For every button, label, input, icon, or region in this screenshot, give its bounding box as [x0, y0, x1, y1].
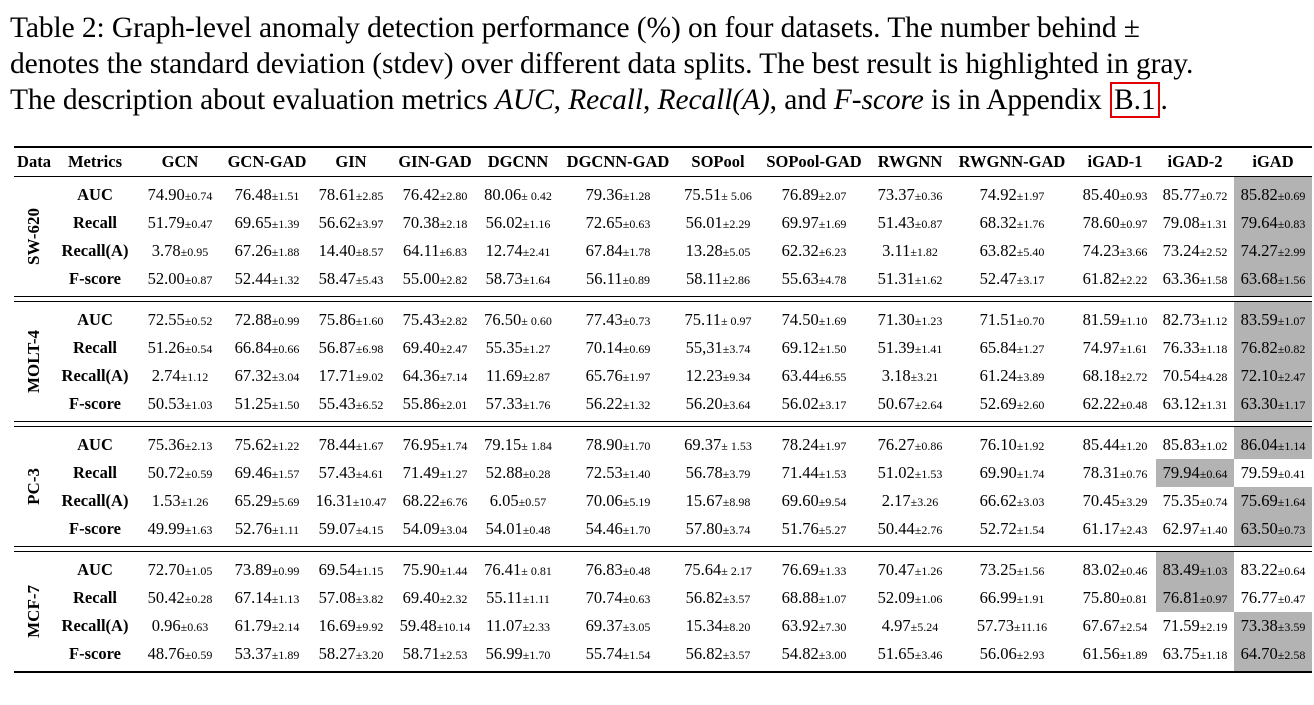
score-cell: 61.24±3.89	[979, 366, 1045, 385]
table-caption	[10, 10, 1308, 118]
score-cell: 64.36±7.14	[402, 366, 468, 385]
score-cell: 78.61±2.85	[318, 185, 384, 204]
score-cell: 66.99±1.91	[979, 588, 1045, 607]
score-cell: 50.67±2.64	[877, 394, 943, 413]
score-cell: 62.32±6.23	[781, 241, 847, 260]
caption-text: ,	[553, 84, 569, 116]
metric-label: Recall	[73, 463, 117, 482]
score-cell: 11.69±2.87	[485, 366, 551, 385]
score-cell: 70.74±0.63	[585, 588, 651, 607]
score-cell: 75.36±2.13	[147, 435, 213, 454]
score-cell: 3.18±3.21	[881, 366, 939, 385]
score-cell: 57.08±3.82	[318, 588, 384, 607]
column-header: iGAD-2	[1156, 147, 1234, 177]
score-cell: 76.77±0.47	[1240, 588, 1306, 607]
score-cell: 65.76±1.97	[585, 366, 651, 385]
score-cell: 75.35±0.74	[1162, 491, 1228, 510]
score-cell: 63.44±6.55	[781, 366, 847, 385]
metric-label: F-score	[69, 644, 121, 663]
score-cell: 6.05±0.57	[489, 491, 547, 510]
metric-label: AUC	[77, 310, 113, 329]
score-cell: 0.96±0.63	[151, 616, 209, 635]
score-cell: 82.73±1.12	[1162, 310, 1228, 329]
column-header: SOPool	[678, 147, 758, 177]
score-cell: 79.15± 1.84	[484, 435, 552, 454]
caption-line	[10, 10, 1308, 46]
table-row	[14, 334, 1312, 362]
score-cell: 52.47±3.17	[979, 269, 1045, 288]
score-cell: 48.76±0.59	[147, 644, 213, 663]
score-cell: 58.11±2.86	[685, 269, 751, 288]
score-cell: 85.77±0.72	[1162, 185, 1228, 204]
metric-name: Recall	[568, 84, 643, 116]
score-cell: 3.11±1.82	[882, 241, 938, 260]
score-cell: 56.20±3.64	[685, 394, 751, 413]
score-cell: 70.06±5.19	[585, 491, 651, 510]
score-cell: 62.97±1.40	[1162, 519, 1228, 538]
score-cell: 73.38±3.59	[1234, 612, 1312, 640]
score-cell: 85.83±1.02	[1162, 435, 1228, 454]
caption-line	[10, 46, 1308, 82]
table-header	[14, 147, 1312, 177]
score-cell: 69.65±1.39	[234, 213, 300, 232]
score-cell: 76.42±2.80	[402, 185, 468, 204]
table-row	[14, 427, 1312, 460]
score-cell: 51.39±1.41	[877, 338, 943, 357]
column-header: Data	[14, 147, 54, 177]
score-cell: 15.34±8.20	[685, 616, 751, 635]
score-cell: 3.78±0.95	[151, 241, 209, 260]
score-cell: 58.47±5.43	[318, 269, 384, 288]
caption-text: denotes the standard deviation (stdev) over different data splits. The best result is highlighted in gray.	[10, 48, 1194, 80]
score-cell: 75.86±1.60	[318, 310, 384, 329]
score-cell: 78.44±1.67	[318, 435, 384, 454]
metric-label: AUC	[77, 185, 113, 204]
caption-text: , and	[769, 84, 834, 116]
score-cell: 15.67±8.98	[685, 491, 751, 510]
score-cell: 79.94±0.64	[1156, 459, 1234, 487]
column-header: GCN	[136, 147, 224, 177]
metric-name: AUC	[494, 84, 554, 116]
table-row	[14, 265, 1312, 297]
score-cell: 55.63±4.78	[781, 269, 847, 288]
score-cell: 55.35±1.27	[485, 338, 551, 357]
score-cell: 61.56±1.89	[1082, 644, 1148, 663]
appendix-link[interactable]: B.1	[1110, 82, 1160, 118]
score-cell: 70.47±1.26	[877, 560, 943, 579]
score-cell: 4.97±5.24	[881, 616, 939, 635]
table-row	[14, 584, 1312, 612]
score-cell: 68.32±1.76	[979, 213, 1045, 232]
score-cell: 74.92±1.97	[979, 185, 1045, 204]
caption-text: The description about evaluation metrics	[10, 84, 495, 116]
table-row	[14, 362, 1312, 390]
table-row	[14, 640, 1312, 672]
score-cell: 50.44±2.76	[877, 519, 943, 538]
score-cell: 76.33±1.18	[1162, 338, 1228, 357]
dataset-label: PC-3	[24, 467, 43, 505]
score-cell: 50.42±0.28	[147, 588, 213, 607]
score-cell: 1.53±1.26	[151, 491, 209, 510]
score-cell: 52.72±1.54	[979, 519, 1045, 538]
score-cell: 69.37±3.05	[585, 616, 651, 635]
caption-text: ,	[642, 84, 658, 116]
metric-label: Recall	[73, 588, 117, 607]
score-cell: 51.79±0.47	[147, 213, 213, 232]
score-cell: 79.08±1.31	[1162, 213, 1228, 232]
metric-label: F-score	[69, 394, 121, 413]
metric-label: Recall(A)	[61, 491, 129, 510]
table-row	[14, 177, 1312, 210]
score-cell: 63.50±0.73	[1234, 515, 1312, 547]
score-cell: 75.90±1.44	[402, 560, 468, 579]
score-cell: 67.32±3.04	[234, 366, 300, 385]
score-cell: 76.83±0.48	[585, 560, 651, 579]
score-cell: 63.36±1.58	[1162, 269, 1228, 288]
caption-text: is in Appendix	[923, 84, 1109, 116]
score-cell: 63.30±1.17	[1234, 390, 1312, 422]
score-cell: 56.06±2.93	[979, 644, 1045, 663]
score-cell: 52.69±2.60	[979, 394, 1045, 413]
score-cell: 75.62±1.22	[234, 435, 300, 454]
table-row	[14, 515, 1312, 547]
score-cell: 54.09±3.04	[402, 519, 468, 538]
score-cell: 72.55±0.52	[147, 310, 213, 329]
column-header: GIN	[310, 147, 392, 177]
score-cell: 69.40±2.47	[402, 338, 468, 357]
table-row	[14, 390, 1312, 422]
score-cell: 78.90±1.70	[585, 435, 651, 454]
score-cell: 51.31±1.62	[877, 269, 943, 288]
score-cell: 69.90±1.74	[979, 463, 1045, 482]
score-cell: 71.30±1.23	[877, 310, 943, 329]
table-row	[14, 459, 1312, 487]
score-cell: 55,31±3.74	[685, 338, 751, 357]
score-cell: 65.84±1.27	[979, 338, 1045, 357]
score-cell: 57.43±4.61	[318, 463, 384, 482]
score-cell: 55.74±1.54	[585, 644, 651, 663]
score-cell: 75.43±2.82	[402, 310, 468, 329]
score-cell: 85.44±1.20	[1082, 435, 1148, 454]
score-cell: 70.14±0.69	[585, 338, 651, 357]
score-cell: 81.59±1.10	[1082, 310, 1148, 329]
score-cell: 85.40±0.93	[1082, 185, 1148, 204]
score-cell: 70.45±3.29	[1082, 491, 1148, 510]
table-row	[14, 209, 1312, 237]
score-cell: 74.27±2.99	[1234, 237, 1312, 265]
score-cell: 77.43±0.73	[585, 310, 651, 329]
score-cell: 69.54±1.15	[318, 560, 384, 579]
score-cell: 52.09±1.06	[877, 588, 943, 607]
score-cell: 73.25±1.56	[979, 560, 1045, 579]
score-cell: 14.40±8.57	[318, 241, 384, 260]
score-cell: 69.40±2.32	[402, 588, 468, 607]
score-cell: 76.69±1.33	[781, 560, 847, 579]
score-cell: 76.41± 0.81	[484, 560, 552, 579]
score-cell: 75.51± 5.06	[684, 185, 752, 204]
column-header: iGAD-1	[1074, 147, 1156, 177]
table-row	[14, 552, 1312, 585]
score-cell: 76.95±1.74	[402, 435, 468, 454]
metric-label: Recall(A)	[61, 366, 129, 385]
score-cell: 56.22±1.32	[585, 394, 651, 413]
column-header: Metrics	[54, 147, 136, 177]
score-cell: 69.37± 1.53	[684, 435, 752, 454]
metric-name: F-score	[833, 84, 924, 116]
column-header: GIN-GAD	[392, 147, 478, 177]
score-cell: 58.73±1.64	[485, 269, 551, 288]
score-cell: 67.67±2.54	[1082, 616, 1148, 635]
caption-line	[10, 82, 1308, 118]
score-cell: 76.27±0.86	[877, 435, 943, 454]
score-cell: 54.01±0.48	[485, 519, 551, 538]
score-cell: 50.72±0.59	[147, 463, 213, 482]
score-cell: 49.99±1.63	[147, 519, 213, 538]
score-cell: 70.54±4.28	[1162, 366, 1228, 385]
score-cell: 55.43±6.52	[318, 394, 384, 413]
score-cell: 65.29±5.69	[234, 491, 300, 510]
score-cell: 55.00±2.82	[402, 269, 468, 288]
score-cell: 61.79±2.14	[234, 616, 300, 635]
score-cell: 52.00±0.87	[147, 269, 213, 288]
score-cell: 72.53±1.40	[585, 463, 651, 482]
column-header: DGCNN	[478, 147, 558, 177]
column-header: iGAD	[1234, 147, 1312, 177]
score-cell: 55.11±1.11	[486, 588, 550, 607]
score-cell: 79.59±0.41	[1240, 463, 1306, 482]
score-cell: 75.11± 0.97	[684, 310, 752, 329]
score-cell: 72.10±2.47	[1234, 362, 1312, 390]
score-cell: 63.68±1.56	[1234, 265, 1312, 297]
dataset-label: MOLT-4	[24, 329, 43, 393]
metric-label: F-score	[69, 519, 121, 538]
score-cell: 51.76±5.27	[781, 519, 847, 538]
score-cell: 13.28±5.05	[685, 241, 751, 260]
score-cell: 73.89±0.99	[234, 560, 300, 579]
score-cell: 76.82±0.82	[1234, 334, 1312, 362]
score-cell: 50.53±1.03	[147, 394, 213, 413]
score-cell: 12.23±9.34	[685, 366, 751, 385]
score-cell: 69.12±1.50	[781, 338, 847, 357]
score-cell: 56.87±6.98	[318, 338, 384, 357]
dataset-label: SW-620	[24, 207, 43, 265]
score-cell: 78.60±0.97	[1082, 213, 1148, 232]
score-cell: 54.82±3.00	[781, 644, 847, 663]
score-cell: 62.22±0.48	[1082, 394, 1148, 413]
column-header: RWGNN-GAD	[950, 147, 1074, 177]
score-cell: 72.88±0.99	[234, 310, 300, 329]
score-cell: 51.26±0.54	[147, 338, 213, 357]
metric-label: Recall	[73, 338, 117, 357]
score-cell: 56.02±1.16	[485, 213, 551, 232]
metric-name: Recall(A)	[657, 84, 770, 116]
caption-text: .	[1160, 84, 1168, 116]
score-cell: 68.22±6.76	[402, 491, 468, 510]
table-row	[14, 487, 1312, 515]
score-cell: 57.73±11.16	[976, 616, 1048, 635]
score-cell: 57.33±1.76	[485, 394, 551, 413]
score-cell: 51.25±1.50	[234, 394, 300, 413]
score-cell: 64.11±6.83	[402, 241, 468, 260]
score-cell: 56.99±1.70	[485, 644, 551, 663]
score-cell: 76.81±0.97	[1156, 584, 1234, 612]
score-cell: 80.06± 0.42	[484, 185, 552, 204]
metric-label: Recall(A)	[61, 241, 129, 260]
score-cell: 51.65±3.46	[877, 644, 943, 663]
score-cell: 69.60±9.54	[781, 491, 847, 510]
metric-label: F-score	[69, 269, 121, 288]
score-cell: 66.62±3.03	[979, 491, 1045, 510]
metric-label: AUC	[77, 435, 113, 454]
score-cell: 54.46±1.70	[585, 519, 651, 538]
score-cell: 51.02±1.53	[877, 463, 943, 482]
score-cell: 2.17±3.26	[881, 491, 939, 510]
score-cell: 56.62±3.97	[318, 213, 384, 232]
score-cell: 52.76±1.11	[234, 519, 300, 538]
score-cell: 53.37±1.89	[234, 644, 300, 663]
score-cell: 56.82±3.57	[685, 588, 751, 607]
score-cell: 67.26±1.88	[234, 241, 300, 260]
score-cell: 71.44±1.53	[781, 463, 847, 482]
score-cell: 71.51±0.70	[979, 310, 1045, 329]
dataset-label: MCF-7	[24, 584, 43, 638]
score-cell: 61.82±2.22	[1082, 269, 1148, 288]
score-cell: 75.64± 2.17	[684, 560, 752, 579]
score-cell: 72.70±1.05	[147, 560, 213, 579]
score-cell: 63.92±7.30	[781, 616, 847, 635]
table-row	[14, 237, 1312, 265]
score-cell: 76.10±1.92	[979, 435, 1045, 454]
score-cell: 2.74±1.12	[151, 366, 209, 385]
score-cell: 73.24±2.52	[1162, 241, 1228, 260]
score-cell: 67.84±1.78	[585, 241, 651, 260]
score-cell: 16.31±10.47	[315, 491, 387, 510]
score-cell: 75.69±1.64	[1234, 487, 1312, 515]
column-header: RWGNN	[870, 147, 950, 177]
score-cell: 63.82±5.40	[979, 241, 1045, 260]
score-cell: 59.07±4.15	[318, 519, 384, 538]
score-cell: 83.59±1.07	[1234, 302, 1312, 335]
score-cell: 78.31±0.76	[1082, 463, 1148, 482]
score-cell: 74.50±1.69	[781, 310, 847, 329]
table-row	[14, 612, 1312, 640]
score-cell: 52.44±1.32	[234, 269, 300, 288]
score-cell: 83.22±0.64	[1240, 560, 1306, 579]
score-cell: 12.74±2.41	[485, 241, 551, 260]
score-cell: 71.59±2.19	[1162, 616, 1228, 635]
score-cell: 56.01±2.29	[685, 213, 751, 232]
score-cell: 68.88±1.07	[781, 588, 847, 607]
score-cell: 16.69±9.92	[318, 616, 384, 635]
score-cell: 17.71±9.02	[318, 366, 384, 385]
score-cell: 69.97±1.69	[781, 213, 847, 232]
metric-label: Recall(A)	[61, 616, 129, 635]
score-cell: 51.43±0.87	[877, 213, 943, 232]
score-cell: 56.02±3.17	[781, 394, 847, 413]
score-cell: 76.50± 0.60	[484, 310, 552, 329]
score-cell: 71.49±1.27	[402, 463, 468, 482]
table-row	[14, 302, 1312, 335]
score-cell: 58.27±3.20	[318, 644, 384, 663]
score-cell: 52.88±0.28	[485, 463, 551, 482]
score-cell: 63.12±1.31	[1162, 394, 1228, 413]
metric-label: AUC	[77, 560, 113, 579]
score-cell: 74.23±3.66	[1082, 241, 1148, 260]
score-cell: 63.75±1.18	[1162, 644, 1228, 663]
score-cell: 72.65±0.63	[585, 213, 651, 232]
score-cell: 55.86±2.01	[402, 394, 468, 413]
score-cell: 56.78±3.79	[685, 463, 751, 482]
score-cell: 79.64±0.83	[1234, 209, 1312, 237]
score-cell: 64.70±2.58	[1234, 640, 1312, 672]
score-cell: 86.04±1.14	[1234, 427, 1312, 460]
score-cell: 61.17±2.43	[1082, 519, 1148, 538]
score-cell: 67.14±1.13	[234, 588, 300, 607]
score-cell: 83.49±1.03	[1156, 552, 1234, 585]
column-header: GCN-GAD	[224, 147, 310, 177]
score-cell: 56.82±3.57	[685, 644, 751, 663]
score-cell: 75.80±0.81	[1082, 588, 1148, 607]
score-cell: 73.37±0.36	[877, 185, 943, 204]
score-cell: 74.97±1.61	[1082, 338, 1148, 357]
score-cell: 58.71±2.53	[402, 644, 468, 663]
caption-text: Table 2: Graph-level anomaly detection performance (%) on four datasets. The number behind ±	[10, 12, 1140, 44]
column-header: DGCNN-GAD	[558, 147, 678, 177]
score-cell: 70.38±2.18	[402, 213, 468, 232]
score-cell: 59.48±10.14	[399, 616, 471, 635]
score-cell: 85.82±0.69	[1234, 177, 1312, 210]
score-cell: 11.07±2.33	[485, 616, 551, 635]
score-cell: 68.18±2.72	[1082, 366, 1148, 385]
score-cell: 69.46±1.57	[234, 463, 300, 482]
score-cell: 79.36±1.28	[585, 185, 651, 204]
column-header: SOPool-GAD	[758, 147, 870, 177]
results-table	[14, 146, 1312, 673]
score-cell: 78.24±1.97	[781, 435, 847, 454]
score-cell: 57.80±3.74	[685, 519, 751, 538]
score-cell: 83.02±0.46	[1082, 560, 1148, 579]
metric-label: Recall	[73, 213, 117, 232]
score-cell: 56.11±0.89	[585, 269, 651, 288]
score-cell: 74.90±0.74	[147, 185, 213, 204]
score-cell: 66.84±0.66	[234, 338, 300, 357]
score-cell: 76.48±1.51	[234, 185, 300, 204]
score-cell: 76.89±2.07	[781, 185, 847, 204]
